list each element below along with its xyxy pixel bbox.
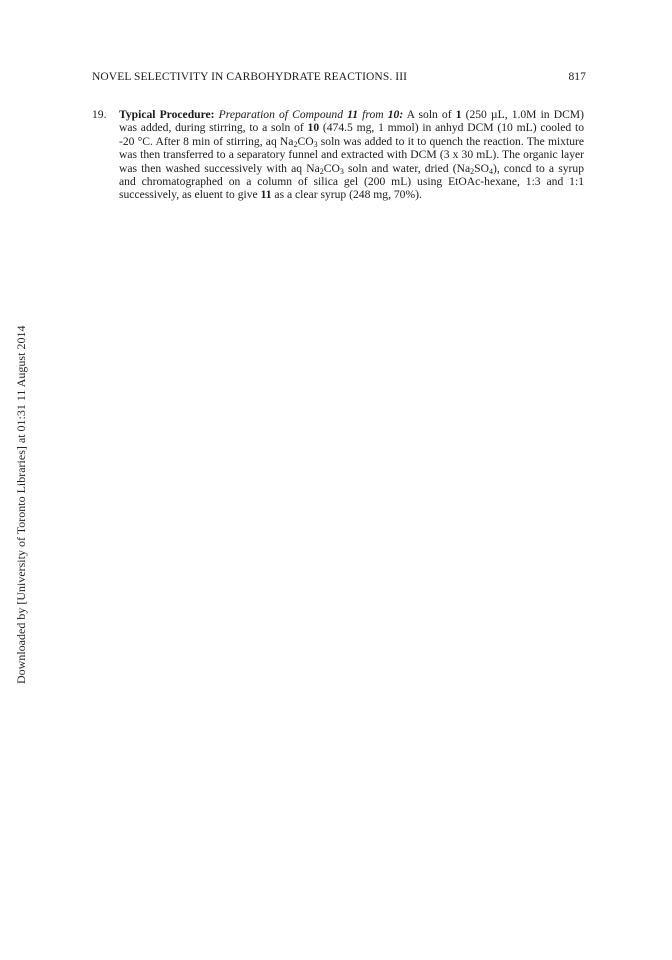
- body-text: (474.5 mg, 1 mmol) in anhyd DCM (10 mL) cooled to -20 °C. After 8 min of stirring, aq Na: [119, 121, 584, 148]
- procedure-subtitle: [219, 108, 404, 121]
- body-text: SO: [474, 161, 489, 175]
- body-text: CO: [323, 161, 340, 175]
- compound-label: 1: [455, 108, 462, 121]
- procedure-heading: Typical Procedure:: [119, 108, 215, 121]
- footnote-19: [92, 108, 584, 202]
- subscript: 4: [488, 166, 493, 176]
- body-text: ), concd to a syrup and chromatographed on a column of silica gel (200 mL) using EtOAc-hexane, 1:3 and 1:1 successively, as eluent to give: [119, 161, 584, 202]
- running-header: [92, 71, 586, 87]
- footnote-body: [119, 108, 584, 202]
- subscript: 2: [470, 166, 475, 176]
- body-text: CO: [297, 134, 314, 148]
- body-text: (250 µL, 1.0M in DCM) was added, during stirring, to a soln of: [119, 108, 584, 135]
- subtitle-text: Preparation of Compound: [218, 108, 348, 121]
- body-text: as a clear syrup (248 mg, 70%).: [271, 188, 422, 202]
- subscript: 3: [313, 139, 318, 149]
- page-number: 817: [568, 71, 586, 83]
- compound-label: 11: [260, 188, 272, 202]
- footnote-number: 19.: [92, 108, 107, 121]
- compound-label: 11: [347, 108, 359, 121]
- body-text: A soln of: [403, 108, 456, 121]
- subscript: 3: [339, 166, 344, 176]
- compound-label: 10: [307, 121, 320, 135]
- body-text: soln was added to it to quench the reaction. The mixture was then transferred to a separatory funnel and extracted with DCM (3 x 30 mL). The organic layer was then washed successively with aq Na: [119, 134, 585, 175]
- compound-label: 10:: [387, 108, 404, 121]
- download-watermark: Downloaded by [University of Toronto Libraries] at 01:31 11 August 2014: [14, 325, 28, 684]
- subtitle-text: from: [358, 108, 388, 121]
- subscript: 2: [293, 139, 298, 149]
- running-title: NOVEL SELECTIVITY IN CARBOHYDRATE REACTIONS. III: [92, 71, 408, 83]
- subscript: 2: [319, 166, 324, 176]
- body-text: soln and water, dried (Na: [343, 161, 471, 175]
